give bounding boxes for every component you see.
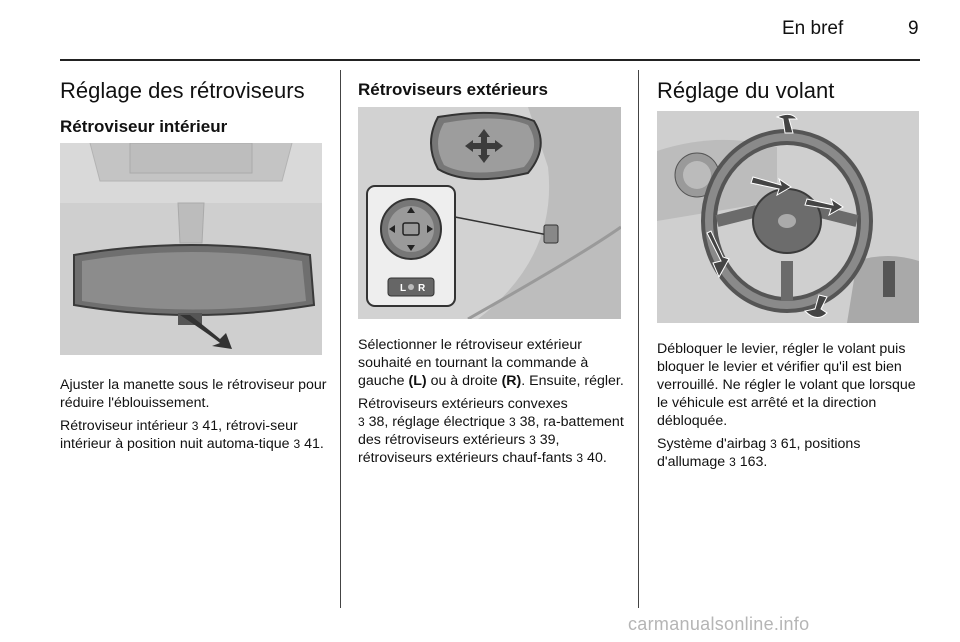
switch-label-right: R (418, 283, 426, 294)
reference-arrow-icon: 3 (576, 451, 584, 465)
instruction-text: ou à droite (426, 373, 502, 389)
reference-arrow-icon: 3 (770, 437, 777, 451)
ref-text: 61, positions d'allumage (657, 436, 861, 470)
exterior-mirror-references (358, 395, 626, 467)
steering-references (657, 435, 925, 471)
exterior-mirror-text (358, 336, 626, 472)
switch-label-left: L (400, 283, 407, 294)
column-divider-1 (340, 70, 341, 608)
interior-mirror-text (60, 376, 328, 458)
instruction-text: . Ensuite, régler. (521, 373, 624, 389)
column-divider-2 (638, 70, 639, 608)
watermark: carmanualsonline.info (628, 614, 810, 634)
ref-text: Rétroviseurs extérieurs convexes (358, 396, 568, 412)
page-number: 9 (908, 18, 919, 39)
page-header-section: En bref (782, 18, 844, 39)
reference-arrow-icon: 3 (529, 433, 536, 447)
ref-text: 163. (735, 454, 768, 470)
ref-text: 38, réglage électrique (364, 414, 510, 430)
reference-arrow-icon: 3 (509, 415, 516, 429)
reference-arrow-icon: 3 (293, 437, 301, 451)
ref-text: 39, rétroviseurs extérieurs chauf-fants (358, 432, 577, 466)
subtitle-exterior-mirrors: Rétroviseurs extérieurs (358, 80, 548, 99)
ref-text: Système d'airbag (657, 436, 771, 452)
reference-arrow-icon: 3 (191, 419, 199, 433)
section-title-mirrors: Réglage des rétroviseurs (60, 78, 305, 103)
ref-text: Rétroviseur intérieur (60, 418, 192, 434)
steering-text (657, 340, 925, 476)
reference-arrow-icon: 3 (729, 455, 736, 469)
ref-text: 41, rétrovi-seur intérieur à position nuit automa-tique (60, 418, 298, 452)
section-title-steering: Réglage du volant (657, 78, 835, 103)
exterior-mirror-illustration (358, 107, 621, 319)
interior-mirror-illustration (60, 143, 322, 355)
ref-text: 41. (300, 436, 324, 452)
subtitle-interior-mirror: Rétroviseur intérieur (60, 117, 228, 136)
left-label: (L) (408, 373, 427, 389)
header-rule (60, 59, 920, 61)
steering-wheel-illustration (657, 111, 919, 323)
right-label: (R) (501, 373, 522, 389)
steering-instruction: Débloquer le levier, régler le volant puis bloquer le levier et vérifier qu'il est bien verrouillé. Ne régler le volant que lorsque le véhicule est arrêté et la direction débloquée. (657, 341, 916, 429)
interior-mirror-references (60, 417, 328, 453)
instruction-text: Sélectionner le rétroviseur extérieur souhaité en tournant la commande à gauche (358, 337, 589, 389)
exterior-mirror-instruction (358, 336, 626, 390)
ref-text: 40. (583, 450, 607, 466)
interior-mirror-instruction: Ajuster la manette sous le rétroviseur pour réduire l'éblouissement. (60, 377, 327, 411)
reference-arrow-icon: 3 (358, 415, 365, 429)
ref-text: 38, ra-battement des rétroviseurs extérieurs (358, 414, 624, 448)
